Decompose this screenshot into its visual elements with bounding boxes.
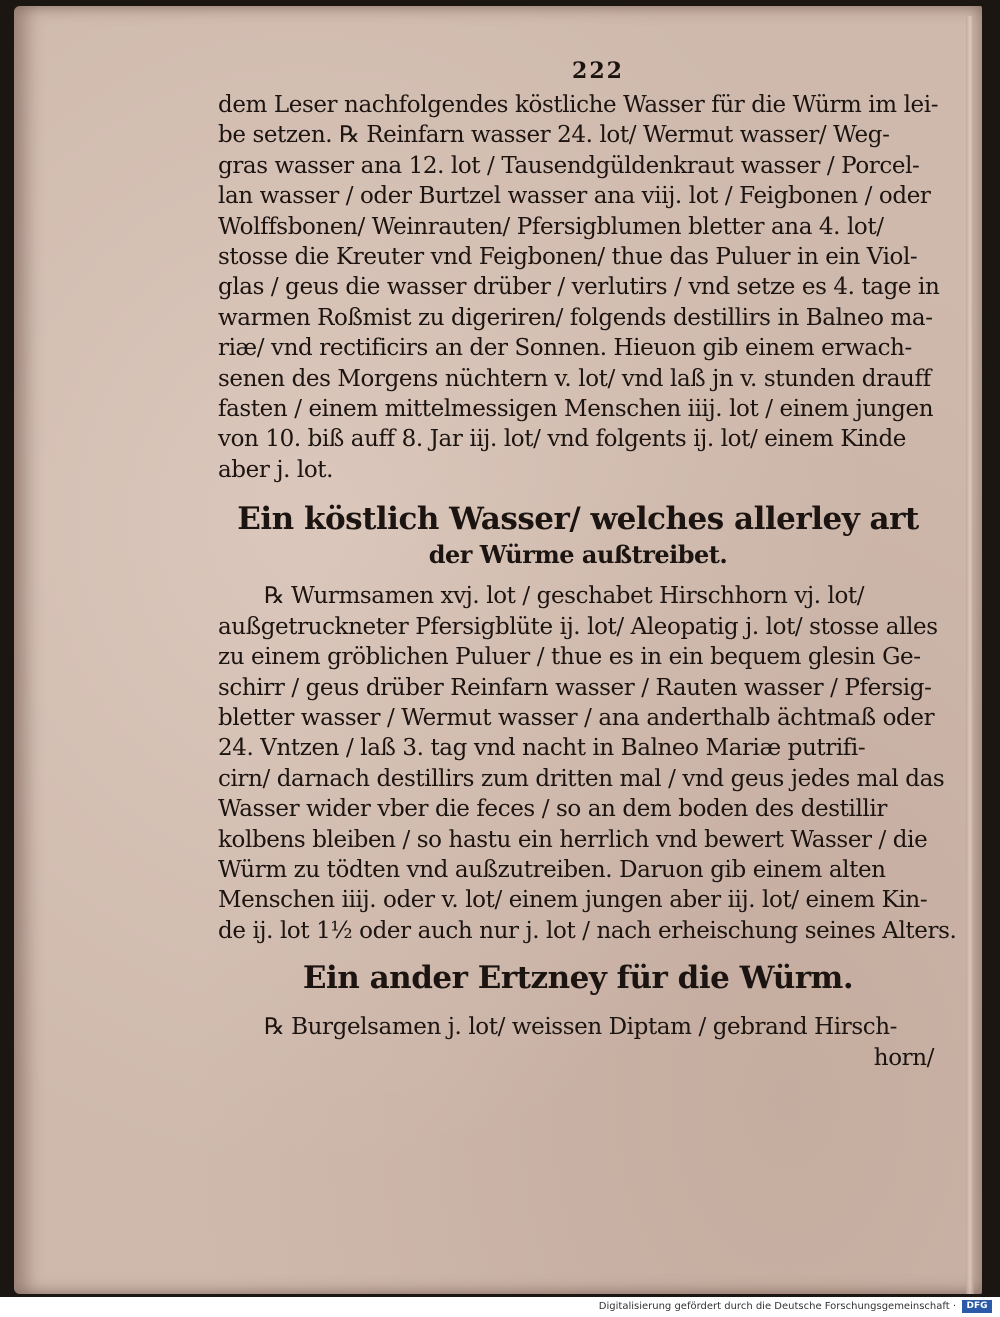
paragraph-1 — [218, 90, 938, 485]
text-line: riæ/ vnd rectificirs an der Sonnen. Hieuon gib einem erwach- — [218, 335, 912, 362]
text-line: lan wasser / oder Burtzel wasser ana viij. lot / Feigbonen / oder — [218, 183, 931, 210]
page-text — [218, 58, 957, 1073]
section-heading: Ein köstlich Wasser/ welches allerley art — [237, 501, 919, 538]
dfg-logo: DFG — [962, 1300, 992, 1313]
text-line: gras wasser ana 12. lot / Tausendgüldenkraut wasser / Porcel- — [218, 152, 920, 179]
text-line: warmen Roßmist zu digeriren/ folgends destillirs in Balneo ma- — [218, 304, 933, 331]
text-line: stosse die Kreuter vnd Feigbonen/ thue das Puluer in ein Viol- — [218, 244, 918, 271]
footer-bar — [0, 1297, 1000, 1317]
text-line: ℞ Burgelsamen j. lot/ weissen Diptam / gebrand Hirsch- — [264, 1014, 897, 1041]
text-line: ℞ Wurmsamen xvj. lot / geschabet Hirschhorn vj. lot/ — [264, 583, 865, 610]
text-line: Würm zu tödten vnd außzutreiben. Daruon gib einem alten — [218, 856, 886, 883]
text-line: außgetruckneter Pfersigblüte ij. lot/ Aleopatig j. lot/ stosse alles — [218, 613, 938, 640]
text-line: glas / geus die wasser drüber / verlutirs / vnd setze es 4. tage in — [218, 274, 940, 301]
funding-credit: Digitalisierung gefördert durch die Deutsche Forschungsgemeinschaft · — [598, 1301, 956, 1312]
catchword: horn/ — [873, 1044, 934, 1071]
page-edge — [966, 16, 974, 1294]
text-line: Wolffsbonen/ Weinrauten/ Pfersigblumen bletter ana 4. lot/ — [218, 213, 884, 240]
section-heading: Ein ander Ertzney für die Würm. — [302, 960, 854, 997]
text-line: schirr / geus drüber Reinfarn wasser / Rauten wasser / Pfersig- — [218, 674, 932, 701]
text-line: cirn/ darnach destillirs zum dritten mal / vnd geus jedes mal das — [218, 765, 945, 792]
paragraph-3 — [218, 1012, 938, 1073]
text-line: de ij. lot 1½ oder auch nur j. lot / nach erheischung seines Alters. — [218, 917, 957, 944]
text-line: kolbens bleiben / so hastu ein herrlich vnd bewert Wasser / die — [218, 826, 928, 853]
text-line: 24. Vntzen / laß 3. tag vnd nacht in Balneo Mariæ putrifi- — [218, 735, 866, 762]
section-subheading: der Würme außtreibet. — [428, 540, 728, 570]
text-line: be setzen. ℞ Reinfarn wasser 24. lot/ Wermut wasser/ Weg- — [218, 122, 890, 149]
page-number: 222 — [572, 58, 624, 84]
text-line: Menschen iiij. oder v. lot/ einem jungen aber iij. lot/ einem Kin- — [218, 887, 928, 914]
text-line: von 10. biß auff 8. Jar iij. lot/ vnd folgents ij. lot/ einem Kinde — [218, 426, 907, 453]
text-line: bletter wasser / Wermut wasser / ana anderthalb ächtmaß oder — [218, 704, 935, 731]
text-line: aber j. lot. — [218, 456, 334, 483]
text-line: dem Leser nachfolgendes köstliche Wasser für die Würm im lei- — [218, 92, 939, 118]
text-line: fasten / einem mittelmessigen Menschen iiij. lot / einem jungen — [218, 396, 934, 423]
text-line: Wasser wider vber die feces / so an dem boden des destillir — [218, 796, 887, 823]
paragraph-2 — [218, 581, 957, 946]
text-line: zu einem gröblichen Puluer / thue es in ein bequem glesin Ge- — [218, 644, 921, 671]
text-line: senen des Morgens nüchtern v. lot/ vnd laß jn v. stunden drauff — [218, 365, 931, 392]
